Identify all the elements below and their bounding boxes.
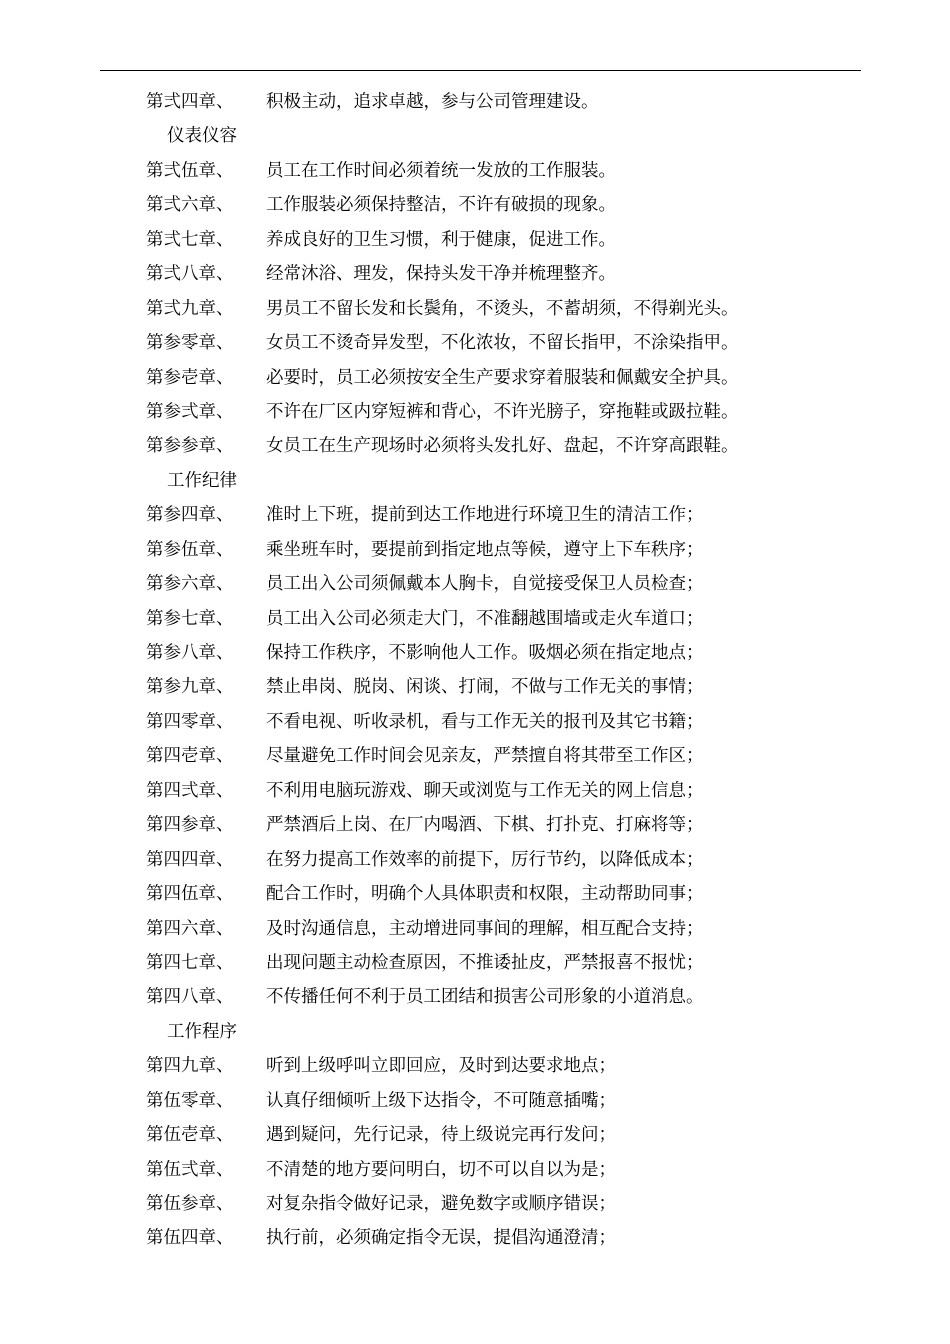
article-row: [0, 188, 950, 222]
article-text: 及时沟通信息，主动增进同事间的理解，相互配合支持；: [266, 918, 704, 939]
article-number: 第弍七章、: [146, 229, 234, 250]
article-text: 严禁酒后上岗、在厂内喝酒、下棋、打扑克、打麻将等；: [266, 815, 704, 836]
article-text: 在努力提高工作效率的前提下，厉行节约，以降低成本；: [266, 849, 704, 870]
section-heading-row: [0, 1015, 950, 1049]
article-text: 必要时，员工必须按安全生产要求穿着服装和佩戴安全护具。: [266, 367, 739, 388]
article-row: [0, 774, 950, 808]
article-text: 听到上级呼叫立即回应，及时到达要求地点；: [266, 1056, 616, 1077]
article-text: 执行前，必须确定指令无误，提倡沟通澄清；: [266, 1228, 616, 1249]
article-text: 不看电视、听收录机，看与工作无关的报刊及其它书籍；: [266, 711, 704, 732]
article-row: [0, 1049, 950, 1083]
article-text: 积极主动，追求卓越，参与公司管理建设。: [266, 92, 599, 112]
article-row: [0, 395, 950, 429]
article-number: 第伍壱章、: [146, 1125, 234, 1146]
article-text: 不利用电脑玩游戏、聊天或浏览与工作无关的网上信息；: [266, 780, 704, 801]
article-row: [0, 1187, 950, 1221]
article-number: 第四八章、: [146, 987, 234, 1008]
article-number: 第弍伍章、: [146, 160, 234, 181]
article-text: 出现问题主动检查原因，不推诿扯皮，严禁报喜不报忧；: [266, 952, 704, 973]
article-row: [0, 670, 950, 704]
article-row: [0, 567, 950, 601]
article-row: [0, 292, 950, 326]
article-text: 男员工不留长发和长鬓角，不烫头，不蓄胡须，不得剃光头。: [266, 298, 739, 319]
article-number: 第四四章、: [146, 849, 234, 870]
section-heading: 工作程序: [167, 1021, 237, 1042]
article-row: [0, 326, 950, 360]
article-text: 不许在厂区内穿短裤和背心，不许光膀子，穿拖鞋或趿拉鞋。: [266, 401, 739, 422]
article-text: 经常沐浴、理发，保持头发干净并梳理整齐。: [266, 264, 616, 285]
article-number: 第四九章、: [146, 1056, 234, 1077]
article-number: 第参六章、: [146, 574, 234, 595]
article-row: [0, 533, 950, 567]
article-number: 第伍参章、: [146, 1194, 234, 1214]
section-heading: 工作纪律: [167, 470, 237, 491]
article-row: [0, 705, 950, 739]
section-heading-row: [0, 119, 950, 153]
article-number: 第参弍章、: [146, 401, 234, 422]
article-row: [0, 361, 950, 395]
article-row: [0, 980, 950, 1014]
article-number: 第四七章、: [146, 952, 234, 973]
article-row: [0, 843, 950, 877]
article-text: 对复杂指令做好记录，避免数字或顺序错误；: [266, 1194, 616, 1214]
article-text: 禁止串岗、脱岗、闲谈、打闹，不做与工作无关的事情；: [266, 677, 704, 698]
article-text: 遇到疑问，先行记录，待上级说完再行发问；: [266, 1125, 616, 1146]
article-row: [0, 739, 950, 773]
article-text: 养成良好的卫生习惯，利于健康，促进工作。: [266, 229, 616, 250]
article-row: [0, 912, 950, 946]
article-text: 员工出入公司须佩戴本人胸卡，自觉接受保卫人员检查；: [266, 574, 704, 595]
article-row: [0, 946, 950, 980]
article-text: 工作服装必须保持整洁，不许有破损的现象。: [266, 195, 616, 216]
article-text: 员工出入公司必须走大门，不准翻越围墙或走火车道口；: [266, 608, 704, 629]
article-text: 尽量避免工作时间会见亲友，严禁擅自将其带至工作区；: [266, 746, 704, 767]
article-text: 不清楚的地方要问明白，切不可以自以为是；: [266, 1159, 616, 1180]
article-text: 不传播任何不利于员工团结和损害公司形象的小道消息。: [266, 987, 704, 1008]
article-row: [0, 1153, 950, 1187]
article-number: 第参四章、: [146, 505, 234, 526]
article-row: [0, 498, 950, 532]
article-row: [0, 877, 950, 911]
article-text: 准时上下班，提前到达工作地进行环境卫生的清洁工作；: [266, 505, 704, 526]
article-number: 第四六章、: [146, 918, 234, 939]
section-heading: 仪表仪容: [167, 126, 237, 147]
article-number: 第弍九章、: [146, 298, 234, 319]
article-number: 第参参章、: [146, 436, 234, 457]
article-number: 第四伍章、: [146, 884, 234, 905]
article-text: 配合工作时，明确个人具体职责和权限，主动帮助同事；: [266, 884, 704, 905]
header-rule: [100, 70, 861, 71]
article-row: [0, 1118, 950, 1152]
article-number: 第伍四章、: [146, 1228, 234, 1249]
article-row: [0, 154, 950, 188]
article-number: 第伍弍章、: [146, 1159, 234, 1180]
article-number: 第四壱章、: [146, 746, 234, 767]
article-row: [0, 429, 950, 463]
article-number: 第四参章、: [146, 815, 234, 836]
section-heading-row: [0, 464, 950, 498]
article-text: 乘坐班车时，要提前到指定地点等候，遵守上下车秩序；: [266, 539, 704, 560]
article-number: 第参伍章、: [146, 539, 234, 560]
article-number: 第弍四章、: [146, 92, 234, 112]
article-number: 第参壱章、: [146, 367, 234, 388]
article-number: 第四零章、: [146, 711, 234, 732]
article-number: 第弍六章、: [146, 195, 234, 216]
article-number: 第参零章、: [146, 333, 234, 354]
article-row: [0, 223, 950, 257]
article-row: [0, 808, 950, 842]
article-number: 第参七章、: [146, 608, 234, 629]
article-number: 第弍八章、: [146, 264, 234, 285]
article-text: 员工在工作时间必须着统一发放的工作服装。: [266, 160, 616, 181]
article-row: [0, 1084, 950, 1118]
document-body: [0, 85, 950, 1256]
article-row: [0, 636, 950, 670]
article-row: [0, 1221, 950, 1255]
article-text: 女员工不烫奇异发型，不化浓妆，不留长指甲，不涂染指甲。: [266, 333, 739, 354]
article-text: 女员工在生产现场时必须将头发扎好、盘起，不许穿高跟鞋。: [266, 436, 739, 457]
article-text: 保持工作秩序，不影响他人工作。吸烟必须在指定地点；: [266, 643, 704, 663]
article-row: [0, 85, 950, 119]
article-number: 第四弍章、: [146, 780, 234, 801]
article-number: 第参八章、: [146, 643, 234, 663]
article-text: 认真仔细倾听上级下达指令，不可随意插嘴；: [266, 1090, 616, 1111]
article-number: 第参九章、: [146, 677, 234, 698]
article-row: [0, 257, 950, 291]
article-number: 第伍零章、: [146, 1090, 234, 1111]
article-row: [0, 602, 950, 636]
